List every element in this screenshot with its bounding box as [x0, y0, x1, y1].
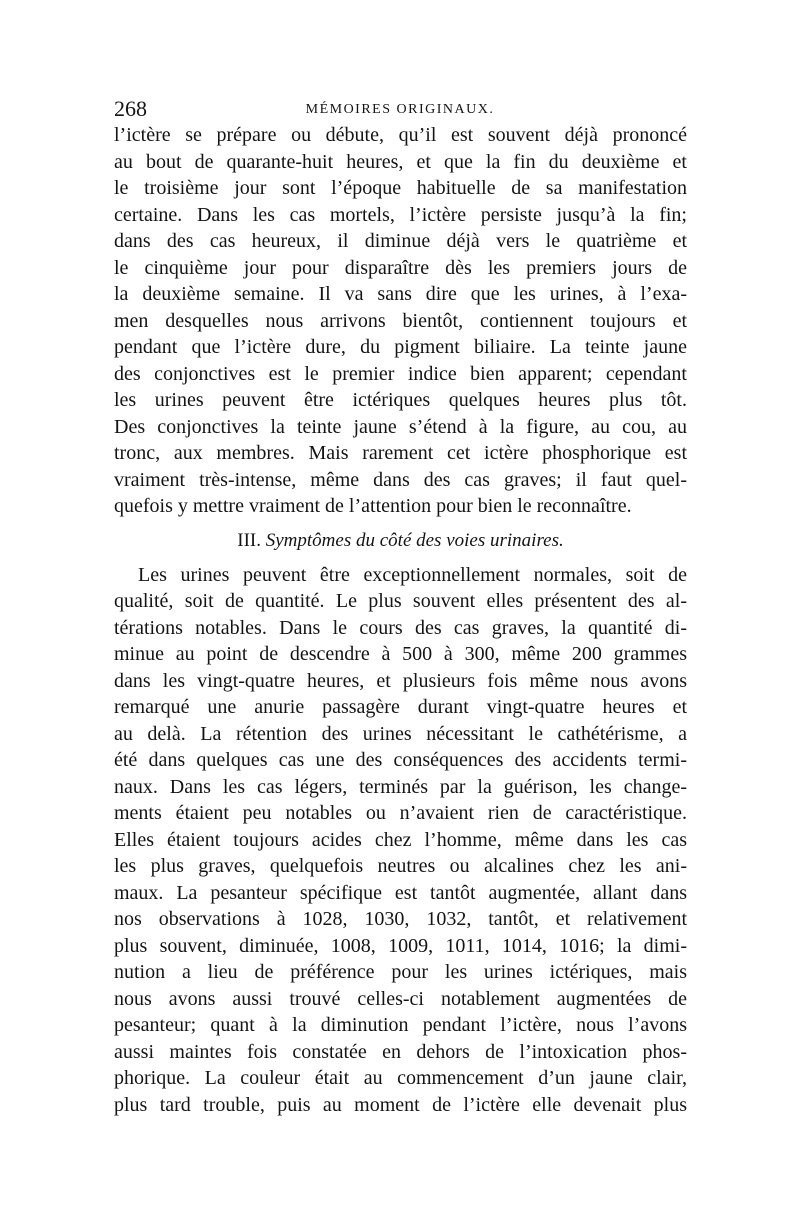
text-line: nos observations à 1028, 1030, 1032, tantôt, et relativement	[114, 908, 687, 930]
text-line: térations notables. Dans le cours des cas graves, la quantité di-	[114, 616, 687, 639]
text-line: quefois y mettre vraiment de l’attention pour bien le reconnaître.	[114, 495, 632, 517]
text-line: plus souvent, diminuée, 1008, 1009, 1011, 1014, 1016; la dimi-	[114, 934, 687, 957]
text-line: les plus graves, quelquefois neutres ou alcalines chez les ani-	[114, 855, 687, 877]
text-line: ments étaient peu notables ou n’avaient rien de caractéristique.	[114, 802, 687, 824]
text-line: men desquelles nous arrivons bientôt, contiennent toujours et	[114, 309, 687, 332]
text-line: dans des cas heureux, il diminue déjà vers le quatrième et	[114, 230, 687, 252]
text-line: tronc, aux membres. Mais rarement cet ictère phosphorique est	[114, 442, 687, 464]
text-line: certaine. Dans les cas mortels, l’ictère persiste jusqu’à la fin;	[114, 203, 687, 226]
text-line: remarqué une anurie passagère durant vingt-quatre heures et	[114, 696, 687, 718]
paragraph-2	[114, 562, 687, 1119]
text-line: aussi maintes fois constatée en dehors de l’intoxication phos-	[114, 1040, 687, 1063]
section-heading	[114, 526, 687, 556]
text-line: qualité, soit de quantité. Le plus souvent elles présentent des al-	[114, 590, 687, 612]
body-text	[114, 122, 687, 1118]
text-line: les urines peuvent être ictériques quelques heures plus tôt.	[114, 389, 687, 411]
text-line: maux. La pesanteur spécifique est tantôt augmentée, allant dans	[114, 881, 687, 904]
text-line: phorique. La couleur était au commencement d’un jaune clair,	[114, 1067, 687, 1089]
text-line: l’ictère se prépare ou débute, qu’il est souvent déjà prononcé	[114, 124, 687, 146]
text-line: la deuxième semaine. Il va sans dire que les urines, à l’exa-	[114, 283, 687, 305]
text-line: vraiment très-intense, même dans des cas graves; il faut quel-	[114, 468, 687, 491]
section-numeral: III.	[237, 529, 261, 551]
text-line: au delà. La rétention des urines nécessitant le cathétérisme, a	[114, 722, 687, 745]
text-line: plus tard trouble, puis au moment de l’ictère elle devenait plus	[114, 1093, 687, 1116]
text-line: au bout de quarante-huit heures, et que la fin du deuxième et	[114, 150, 687, 173]
text-line: été dans quelques cas une des conséquences des accidents termi-	[114, 749, 687, 771]
text-line: nution a lieu de préférence pour les urines ictériques, mais	[114, 961, 687, 983]
running-head: MÉMOIRES ORIGINAUX.	[305, 102, 495, 117]
text-line: naux. Dans les cas légers, terminés par la guérison, les change-	[114, 775, 687, 798]
text-line: des conjonctives est le premier indice bien apparent; cependant	[114, 362, 687, 385]
text-line: Les urines peuvent être exceptionnellement normales, soit de	[138, 563, 687, 586]
text-line: dans les vingt-quatre heures, et plusieurs fois même nous avons	[114, 669, 687, 692]
text-line: Elles étaient toujours acides chez l’homme, même dans les cas	[114, 828, 687, 851]
section-title: Symptômes du côté des voies urinaires.	[265, 529, 564, 551]
text-line: le cinquième jour pour disparaître dès les premiers jours de	[114, 256, 687, 279]
text-line: nous avons aussi trouvé celles-ci notablement augmentées de	[114, 987, 687, 1010]
text-line: le troisième jour sont l’époque habituelle de sa manifestation	[114, 177, 687, 199]
text-line: pendant que l’ictère dure, du pigment biliaire. La teinte jaune	[114, 336, 687, 358]
paragraph-1	[114, 122, 687, 520]
text-line: Des conjonctives la teinte jaune s’étend à la figure, au cou, au	[114, 415, 687, 438]
text-line: minue au point de descendre à 500 à 300, même 200 grammes	[114, 643, 687, 665]
text-line: pesanteur; quant à la diminution pendant l’ictère, nous l’avons	[114, 1014, 687, 1036]
page-number: 268	[114, 96, 147, 121]
